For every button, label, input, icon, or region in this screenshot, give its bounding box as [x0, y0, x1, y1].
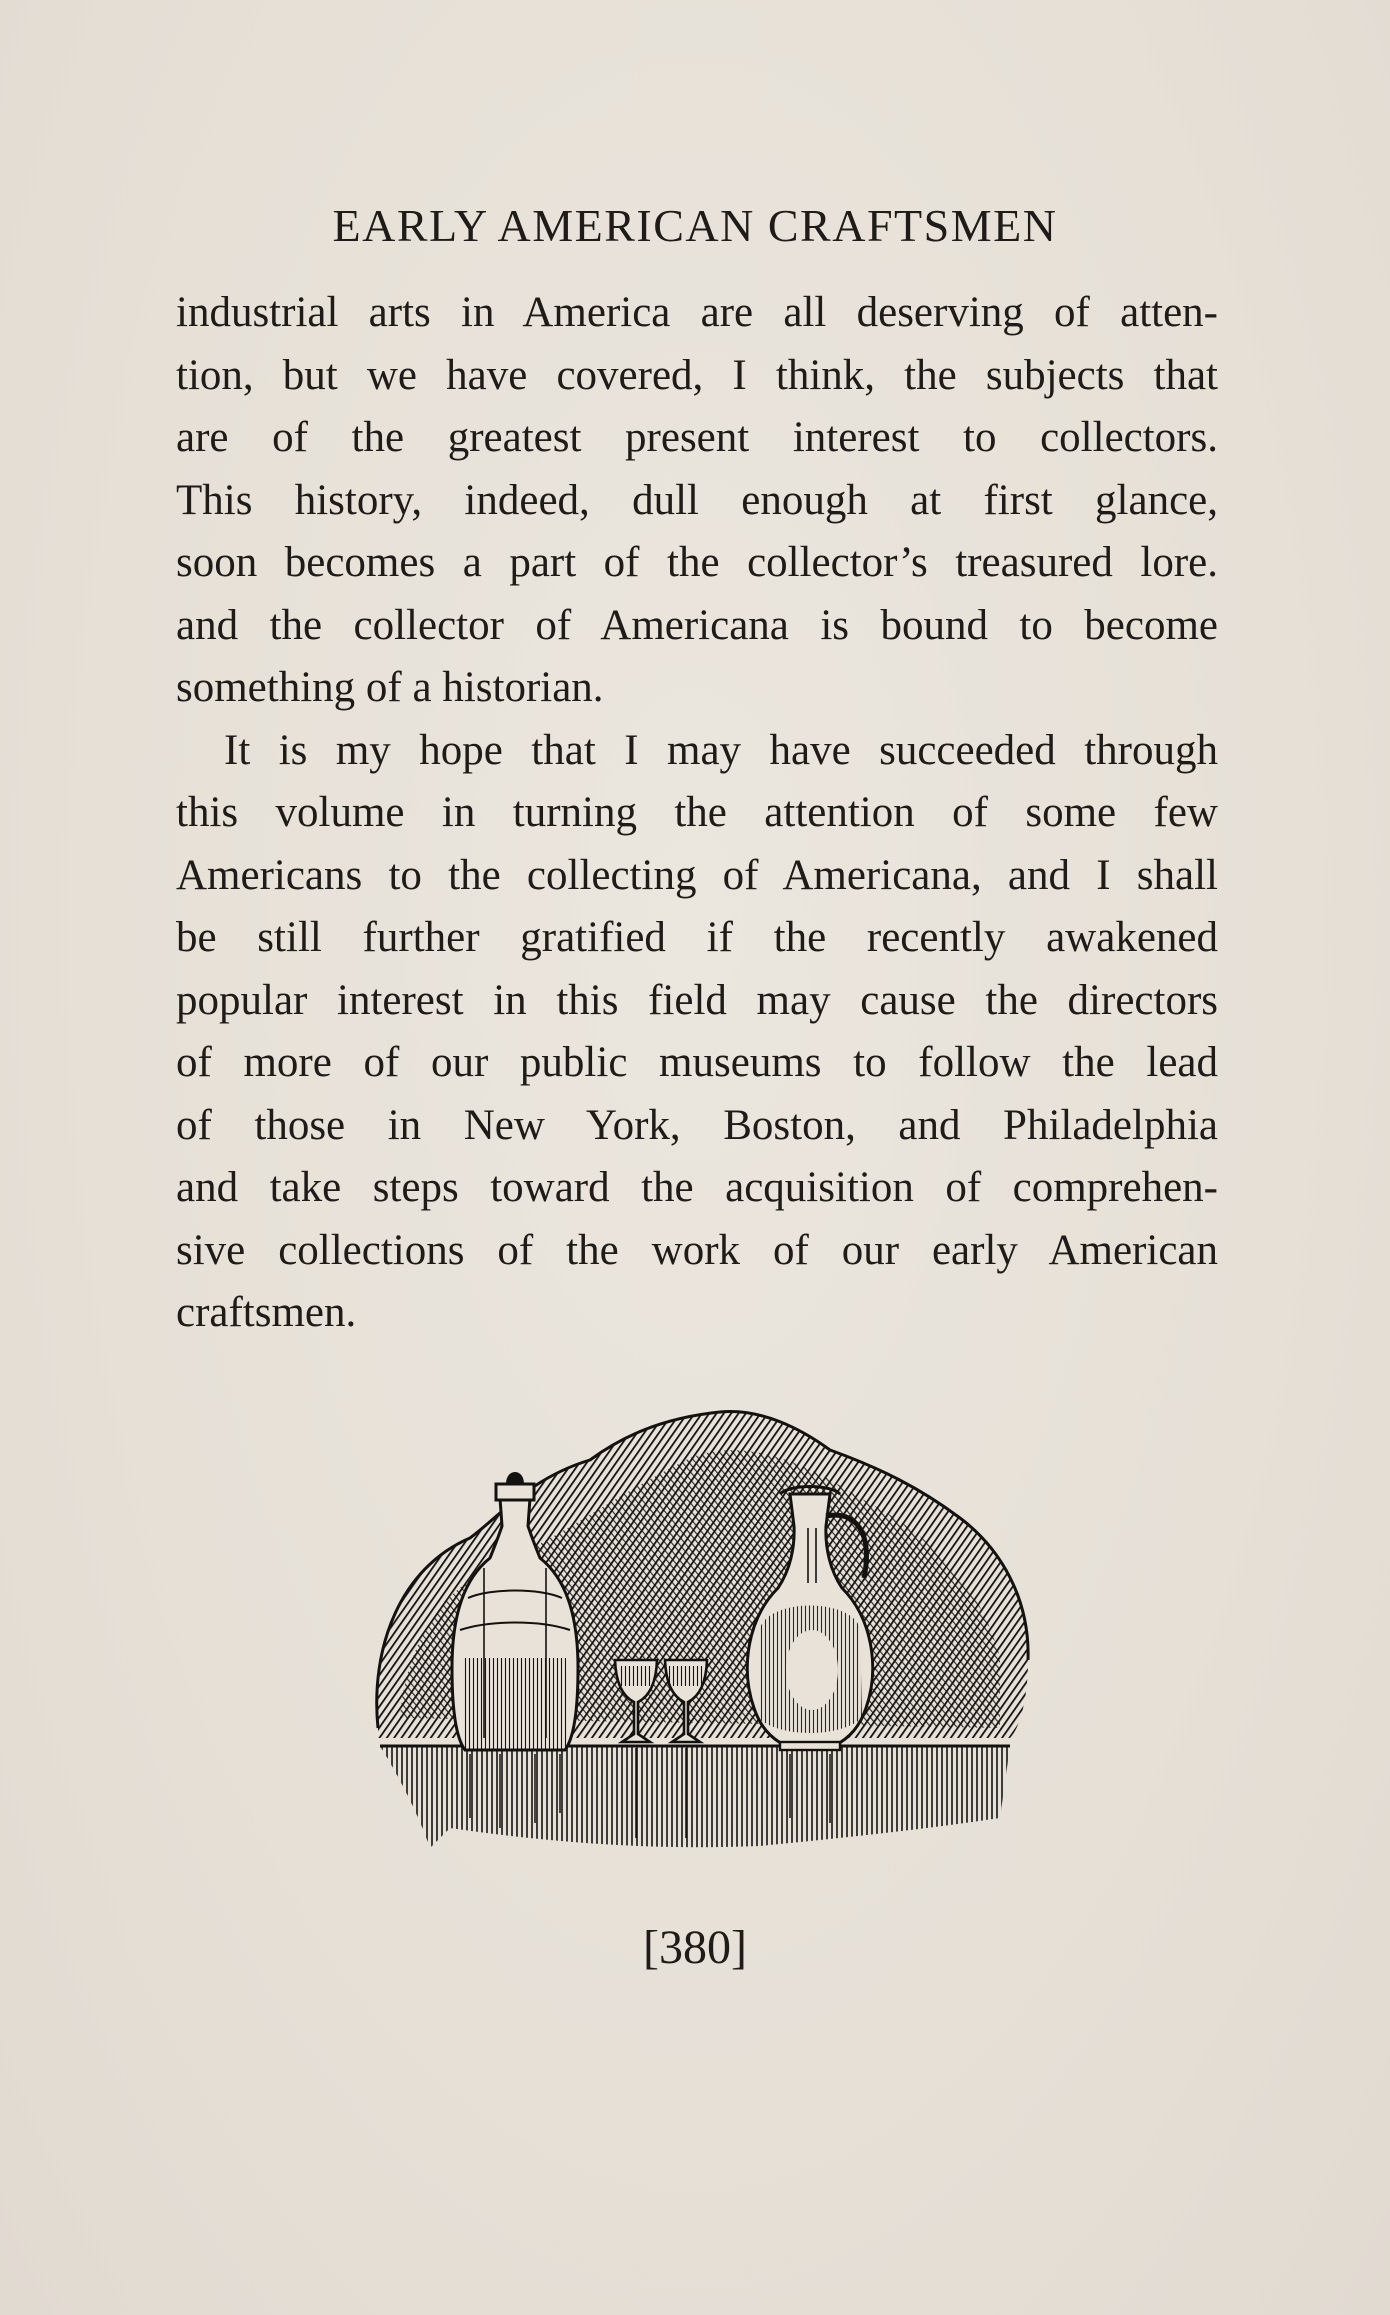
text-line: this volume in turning the attention of some few [176, 789, 1218, 836]
glassware-vignette-icon [360, 1398, 1040, 1868]
running-head: EARLY AMERICAN CRAFTSMEN [332, 200, 1058, 251]
text-line: Americans to the collecting of Americana, and I shall [176, 851, 1218, 899]
paragraph-1 [176, 282, 1218, 720]
text-line: of more of our public museums to follow the lead [176, 1039, 1218, 1086]
text-line: This history, indeed, dull enough at first glance, [176, 476, 1218, 524]
paragraph-2 [176, 720, 1218, 1345]
text-line: soon becomes a part of the collector’s treasured lore. [176, 539, 1218, 586]
text-line: popular interest in this field may cause the directors [176, 976, 1218, 1024]
text-line: craftsmen. [176, 1289, 357, 1336]
text-line: are of the greatest present interest to collectors. [176, 414, 1218, 461]
text-line: something of a historian. [176, 664, 604, 711]
text-line: and take steps toward the acquisition of comprehen- [176, 1164, 1218, 1211]
text-line: of those in New York, Boston, and Philadelphia [176, 1101, 1218, 1149]
body-text [176, 282, 1218, 1345]
text-line: sive collections of the work of our early American [176, 1226, 1218, 1274]
text-line: tion, but we have covered, I think, the subjects that [176, 351, 1218, 399]
text-line: industrial arts in America are all deserving of atten- [176, 289, 1218, 336]
text-line: It is my hope that I may have succeeded through [224, 726, 1218, 774]
text-line: and the collector of Americana is bound to become [176, 601, 1218, 649]
page-number: [380] [643, 1921, 747, 1974]
text-line: be still further gratified if the recently awakened [176, 914, 1218, 961]
